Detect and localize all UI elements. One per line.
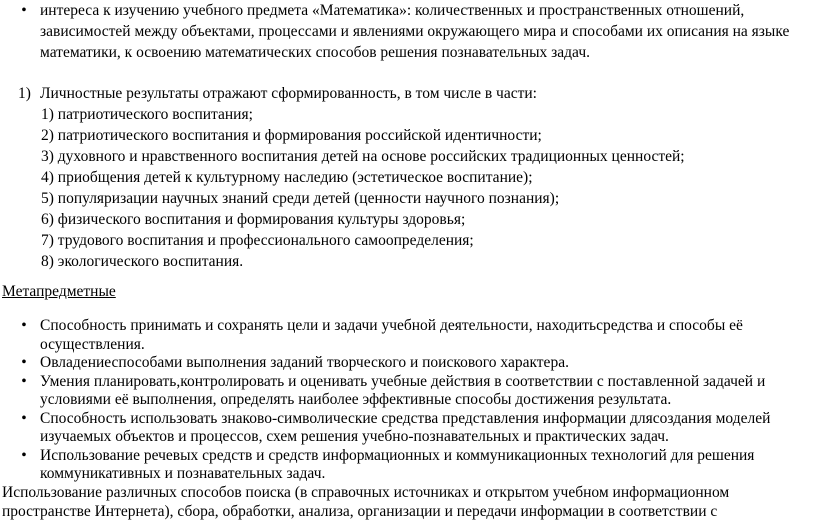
meta-bullet-4-line-1: Способность использовать знаково-символические средства представления информации длясоздания моделей [40, 410, 771, 427]
personal-item-6: 6) физического воспитания и формирования культуры здоровья; [41, 211, 466, 228]
personal-item-5: 5) популяризации научных знаний среди детей (ценности научного познания); [41, 190, 560, 207]
personal-item-7: 7) трудового воспитания и профессионального самоопределения; [41, 232, 474, 249]
bullet-marker: • [21, 2, 27, 19]
meta-bullet-5-line-1: Использование речевых средств и средств информационных и коммуникационных технологий для решения [40, 447, 755, 464]
bullet-marker: • [21, 447, 27, 464]
meta-bullet-1-line-2: осуществления. [40, 336, 145, 353]
personal-item-1: 1) патриотического воспитания; [41, 106, 253, 123]
personal-number: 1) [18, 85, 31, 102]
meta-bullet-1-line-1: Способность принимать и сохранять цели и задачи учебной деятельности, находитьсредства и способы её [40, 317, 743, 334]
section-heading-meta: Метапредметные [2, 283, 116, 300]
intro-line-3: математики, к освоению математических способов решения познавательных задач. [40, 44, 590, 61]
personal-item-4: 4) приобщения детей к культурному наследию (эстетическое воспитание); [41, 169, 533, 186]
bullet-marker: • [21, 373, 27, 390]
personal-item-3: 3) духовного и нравственного воспитания детей на основе российских традиционных ценностей; [41, 148, 685, 165]
meta-bullet-5-line-2: коммуникативных и познавательных задач. [40, 465, 326, 482]
bullet-marker: • [21, 354, 27, 371]
bullet-marker: • [21, 317, 27, 334]
personal-item-8: 8) экологического воспитания. [41, 253, 244, 270]
trailing-line-2: пространстве Интернета), сбора, обработки, анализа, организации и передачи информации в соответствии с [2, 503, 718, 520]
meta-bullet-3-line-2: условиями её выполнения, определять наиболее эффективные способы достижения результата. [40, 391, 672, 408]
personal-title: Личностные результаты отражают сформированность, в том числе в части: [40, 85, 537, 102]
meta-bullet-3-line-1: Умения планировать,контролировать и оценивать учебные действия в соответствии с поставленной задачей и [40, 373, 766, 390]
trailing-line-1: Использование различных способов поиска (в справочных источниках и открытом учебном информационном [2, 484, 730, 501]
meta-bullet-2-line-1: Овладениеспособами выполнения заданий творческого и поискового характера. [40, 354, 569, 371]
bullet-marker: • [21, 410, 27, 427]
meta-bullet-4-line-2: изучаемых объектов и процессов, схем решения учебно-познавательных и практических задач. [40, 428, 669, 445]
intro-line-2: зависимостей между объектами, процессами и явлениями окружающего мира и способами их описания на языке [40, 23, 790, 40]
personal-item-2: 2) патриотического воспитания и формирования российской идентичности; [41, 127, 542, 144]
intro-line-1: интереса к изучению учебного предмета «Математика»: количественных и пространственных отношений, [40, 2, 745, 19]
